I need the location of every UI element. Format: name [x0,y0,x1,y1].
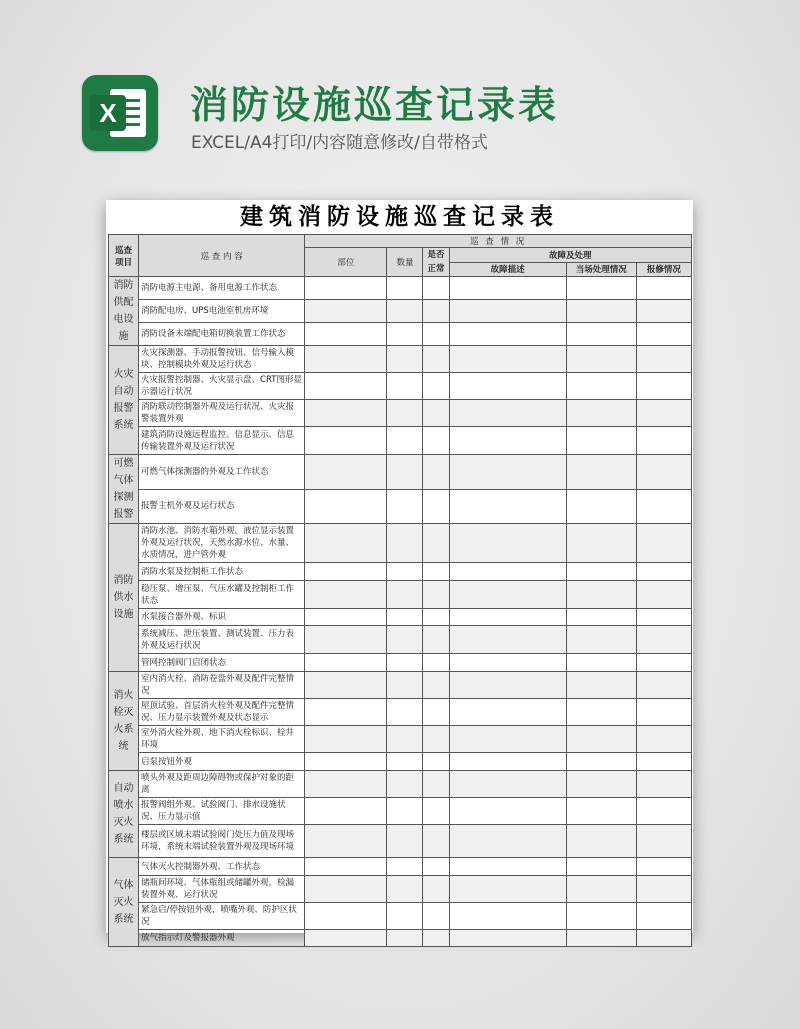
entry-cell[interactable] [387,753,423,771]
entry-cell[interactable] [449,400,566,427]
excel-x-icon: X [90,95,126,131]
col-onsite: 当场处理情况 [566,262,636,277]
entry-cell[interactable] [423,858,449,876]
entry-cell[interactable] [449,524,566,563]
table-row [109,753,692,771]
table-row [109,489,692,524]
entry-cell[interactable] [423,654,449,672]
entry-cell[interactable] [423,563,449,581]
entry-cell[interactable] [449,626,566,654]
item-cell: 消防设备末端配电箱切换装置工作状态 [139,323,305,346]
entry-cell[interactable] [387,323,423,346]
entry-cell[interactable] [449,726,566,753]
entry-cell[interactable] [387,373,423,400]
entry-cell[interactable] [449,563,566,581]
item-cell: 稳压泵、增压泵、气压水罐及控制柜工作状态 [139,581,305,609]
item-cell: 火灾报警控制器、火灾显示盘、CRT图形显示器运行状况 [139,373,305,400]
entry-cell[interactable] [305,400,387,427]
col-content: 巡 查 内 容 [139,235,305,277]
entry-cell[interactable] [423,489,449,524]
entry-cell[interactable] [387,626,423,654]
entry-cell[interactable] [566,726,636,753]
entry-cell[interactable] [305,581,387,609]
entry-cell[interactable] [423,427,449,455]
entry-cell[interactable] [423,455,449,490]
item-cell: 紧急启/停按钮外观，喷嘴外观、防护区状况 [139,903,305,930]
item-cell: 启泵按钮外观 [139,753,305,771]
col-fault-desc: 故障描述 [449,262,566,277]
entry-cell[interactable] [566,346,636,373]
entry-cell[interactable] [305,626,387,654]
table-row [109,323,692,346]
item-cell: 火灾探测器、手动报警按钮、信号输入模块、控制模块外观及运行状态 [139,346,305,373]
col-repair: 报修情况 [636,262,691,277]
entry-cell[interactable] [566,489,636,524]
entry-cell[interactable] [566,930,636,947]
entry-cell[interactable] [636,427,691,455]
entry-cell[interactable] [305,489,387,524]
entry-cell[interactable] [423,581,449,609]
entry-cell[interactable] [636,798,691,825]
entry-cell[interactable] [566,400,636,427]
entry-cell[interactable] [449,930,566,947]
entry-cell[interactable] [449,798,566,825]
entry-cell[interactable] [566,455,636,490]
entry-cell[interactable] [387,581,423,609]
entry-cell[interactable] [449,323,566,346]
entry-cell[interactable] [449,373,566,400]
item-cell: 储瓶间环境、气体瓶组或储罐外观，检漏装置外观、运行状况 [139,876,305,903]
entry-cell[interactable] [387,563,423,581]
table-row [109,858,692,876]
entry-cell[interactable] [449,455,566,490]
item-cell: 管网控制阀门启闭状态 [139,654,305,672]
table-row [109,609,692,626]
table-row [109,876,692,903]
entry-cell[interactable] [636,672,691,699]
entry-cell[interactable] [449,699,566,726]
entry-cell[interactable] [449,581,566,609]
table-row [109,455,692,490]
entry-cell[interactable] [305,876,387,903]
item-cell: 屋顶试验、首层消火栓外观及配件完整情况、压力显示装置外观及状态显示 [139,699,305,726]
entry-cell[interactable] [566,699,636,726]
entry-cell[interactable] [423,626,449,654]
entry-cell[interactable] [387,654,423,672]
entry-cell[interactable] [449,825,566,858]
entry-cell[interactable] [387,699,423,726]
entry-cell[interactable] [636,726,691,753]
entry-cell[interactable] [423,825,449,858]
entry-cell[interactable] [636,654,691,672]
table-row [109,563,692,581]
entry-cell[interactable] [636,903,691,930]
entry-cell[interactable] [636,373,691,400]
page-subtitle: EXCEL/A4打印/内容随意修改/自带格式 [191,133,488,153]
entry-cell[interactable] [636,346,691,373]
entry-cell[interactable] [305,825,387,858]
entry-cell[interactable] [423,672,449,699]
item-cell: 室内消火栓、消防卷盘外观及配件完整情况 [139,672,305,699]
entry-cell[interactable] [566,753,636,771]
entry-cell[interactable] [423,346,449,373]
entry-cell[interactable] [423,876,449,903]
item-cell: 喷头外观及距周边障碍物或保护对象的距离 [139,771,305,798]
item-cell: 放气指示灯及警报器外观 [139,930,305,947]
entry-cell[interactable] [636,858,691,876]
item-cell: 报警阀组外观、试验阀门、排水设施状况、压力显示值 [139,798,305,825]
table-row [109,373,692,400]
entry-cell[interactable] [423,524,449,563]
entry-cell[interactable] [305,753,387,771]
entry-cell[interactable] [449,427,566,455]
entry-cell[interactable] [423,699,449,726]
entry-cell[interactable] [387,427,423,455]
table-row [109,825,692,858]
item-cell: 消防水泵及控制柜工作状态 [139,563,305,581]
entry-cell[interactable] [305,563,387,581]
table-row [109,798,692,825]
item-cell: 建筑消防设施远程监控、信息显示、信息传输装置外观及运行状况 [139,427,305,455]
entry-cell[interactable] [387,771,423,798]
excel-logo [82,75,158,151]
entry-cell[interactable] [566,563,636,581]
entry-cell[interactable] [305,277,387,300]
entry-cell[interactable] [305,373,387,400]
table-row [109,524,692,563]
entry-cell[interactable] [305,798,387,825]
entry-cell[interactable] [449,771,566,798]
entry-cell[interactable] [305,300,387,323]
table-row [109,699,692,726]
entry-cell[interactable] [423,373,449,400]
entry-cell[interactable] [387,726,423,753]
entry-cell[interactable] [423,930,449,947]
table-row [109,300,692,323]
entry-cell[interactable] [566,771,636,798]
entry-cell[interactable] [305,771,387,798]
category-cell: 自动喷水灭火系统 [109,771,139,858]
entry-cell[interactable] [449,277,566,300]
entry-cell[interactable] [423,771,449,798]
item-cell: 消防水池、消防水箱外观，液位显示装置外观及运行状况，天然水源水位、水量、水质情况，进户管外观 [139,524,305,563]
entry-cell[interactable] [566,300,636,323]
item-cell: 系统减压、泄压装置、测试装置、压力表外观及运行状况 [139,626,305,654]
entry-cell[interactable] [566,798,636,825]
table-header [109,235,692,277]
item-cell: 消防电源主电源、备用电源工作状态 [139,277,305,300]
inspection-table [108,234,692,947]
entry-cell[interactable] [636,277,691,300]
entry-cell[interactable] [636,400,691,427]
entry-cell[interactable] [449,672,566,699]
col-category: 巡查项目 [109,235,139,277]
item-cell: 可燃气体探测器的外观及工作状态 [139,455,305,490]
category-cell: 消防供配电设施 [109,277,139,346]
category-cell: 可燃气体探测报警 [109,455,139,524]
table-row [109,930,692,947]
entry-cell[interactable] [566,373,636,400]
entry-cell[interactable] [423,726,449,753]
entry-cell[interactable] [636,455,691,490]
entry-cell[interactable] [636,825,691,858]
entry-cell[interactable] [636,524,691,563]
table-body [109,277,692,947]
entry-cell[interactable] [387,903,423,930]
entry-cell[interactable] [566,903,636,930]
entry-cell[interactable] [305,427,387,455]
entry-cell[interactable] [387,524,423,563]
item-cell: 室外消火栓外观、地下消火栓标识、栓井环境 [139,726,305,753]
table-row [109,346,692,373]
entry-cell[interactable] [566,609,636,626]
table-row [109,581,692,609]
entry-cell[interactable] [636,876,691,903]
entry-cell[interactable] [305,654,387,672]
entry-cell[interactable] [387,672,423,699]
entry-cell[interactable] [387,489,423,524]
entry-cell[interactable] [423,753,449,771]
entry-cell[interactable] [636,563,691,581]
document-title: 建筑消防设施巡查记录表 [240,203,559,230]
table-row [109,626,692,654]
entry-cell[interactable] [449,858,566,876]
entry-cell[interactable] [566,524,636,563]
entry-cell[interactable] [566,581,636,609]
entry-cell[interactable] [636,581,691,609]
item-cell: 消防联动控制器外观及运行状况、火灾报警装置外观 [139,400,305,427]
entry-cell[interactable] [387,609,423,626]
entry-cell[interactable] [566,323,636,346]
entry-cell[interactable] [636,300,691,323]
entry-cell[interactable] [636,323,691,346]
entry-cell[interactable] [387,400,423,427]
table-row [109,427,692,455]
entry-cell[interactable] [636,489,691,524]
table-row [109,277,692,300]
entry-cell[interactable] [449,346,566,373]
item-cell: 水泵接合器外观、标识 [139,609,305,626]
entry-cell[interactable] [566,858,636,876]
category-cell: 火灾自动报警系统 [109,346,139,455]
entry-cell[interactable] [636,626,691,654]
table-row [109,771,692,798]
table-row [109,400,692,427]
entry-cell[interactable] [636,771,691,798]
entry-cell[interactable] [387,300,423,323]
entry-cell[interactable] [566,876,636,903]
table-row [109,726,692,753]
entry-cell[interactable] [305,524,387,563]
entry-cell[interactable] [305,346,387,373]
entry-cell[interactable] [305,455,387,490]
entry-cell[interactable] [636,609,691,626]
entry-cell[interactable] [387,346,423,373]
entry-cell[interactable] [423,300,449,323]
entry-cell[interactable] [387,798,423,825]
table-row [109,903,692,930]
page-title: 消防设施巡查记录表 [190,83,560,127]
item-cell: 报警主机外观及运行状态 [139,489,305,524]
entry-cell[interactable] [305,672,387,699]
item-cell: 消防配电房、UPS电池室机房环境 [139,300,305,323]
category-cell: 消防供水设施 [109,524,139,672]
table-row [109,672,692,699]
col-location: 部位 [305,248,387,277]
entry-cell[interactable] [566,427,636,455]
entry-cell[interactable] [566,654,636,672]
entry-cell[interactable] [423,798,449,825]
entry-cell[interactable] [305,609,387,626]
entry-cell[interactable] [305,726,387,753]
table-row [109,654,692,672]
col-group-inspection: 巡 查 情 况 [305,235,692,248]
entry-cell[interactable] [449,609,566,626]
entry-cell[interactable] [636,699,691,726]
entry-cell[interactable] [305,699,387,726]
item-cell: 楼层或区域末端试验阀门处压力值及现场环境，系统末端试验装置外观及现场环境 [139,825,305,858]
entry-cell[interactable] [305,930,387,947]
entry-cell[interactable] [566,277,636,300]
category-cell: 气体灭火系统 [109,858,139,947]
entry-cell[interactable] [449,300,566,323]
entry-cell[interactable] [636,930,691,947]
entry-cell[interactable] [387,876,423,903]
col-group-fault: 故障及处理 [449,248,692,263]
entry-cell[interactable] [423,609,449,626]
entry-cell[interactable] [387,277,423,300]
category-cell: 消火栓灭火系统 [109,672,139,771]
entry-cell[interactable] [423,277,449,300]
entry-cell[interactable] [387,825,423,858]
entry-cell[interactable] [449,654,566,672]
entry-cell[interactable] [423,903,449,930]
entry-cell[interactable] [423,323,449,346]
entry-cell[interactable] [566,672,636,699]
entry-cell[interactable] [449,753,566,771]
entry-cell[interactable] [566,825,636,858]
entry-cell[interactable] [566,626,636,654]
entry-cell[interactable] [636,753,691,771]
entry-cell[interactable] [449,489,566,524]
entry-cell[interactable] [387,930,423,947]
entry-cell[interactable] [449,876,566,903]
entry-cell[interactable] [305,858,387,876]
entry-cell[interactable] [305,903,387,930]
item-cell: 气体灭火控制器外观、工作状态 [139,858,305,876]
entry-cell[interactable] [449,903,566,930]
col-quantity: 数量 [387,248,423,277]
col-normal: 是否正常 [423,248,449,277]
entry-cell[interactable] [305,323,387,346]
entry-cell[interactable] [387,455,423,490]
entry-cell[interactable] [387,858,423,876]
document-preview [106,200,693,943]
entry-cell[interactable] [423,400,449,427]
